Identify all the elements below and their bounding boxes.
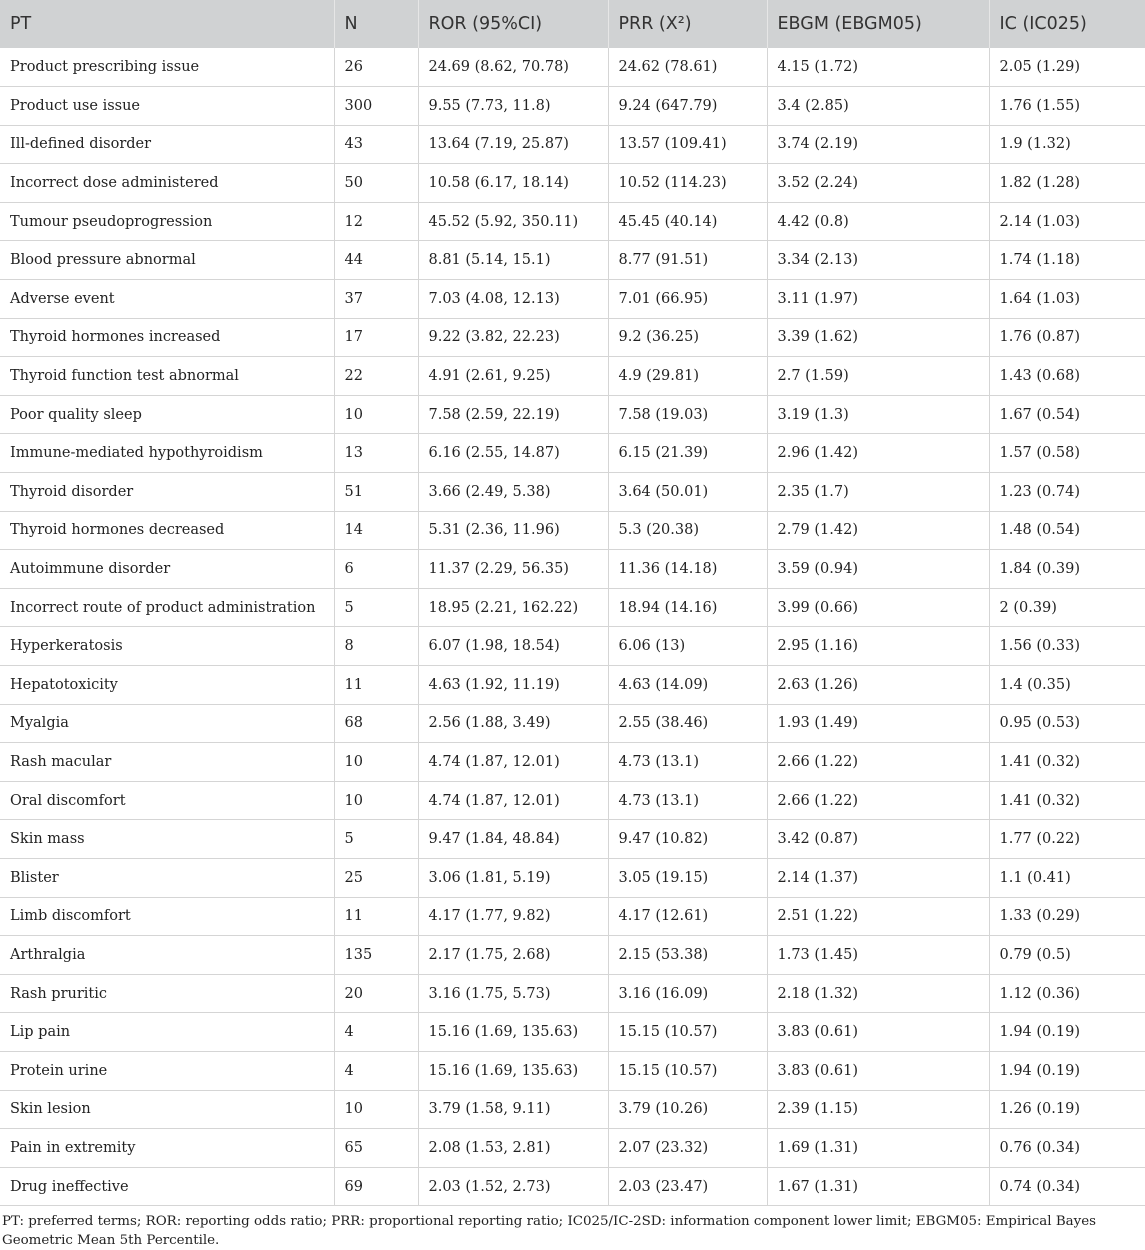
cell-pt: Ill-defined disorder	[0, 125, 334, 164]
cell-pt: Hepatotoxicity	[0, 666, 334, 705]
cell-prr: 6.15 (21.39)	[608, 434, 767, 473]
table-row	[0, 280, 1145, 319]
cell-ebgm: 2.51 (1.22)	[767, 897, 989, 936]
cell-n: 10	[334, 743, 418, 782]
cell-n: 68	[334, 704, 418, 743]
cell-ic: 1.33 (0.29)	[989, 897, 1145, 936]
cell-prr: 24.62 (78.61)	[608, 48, 767, 87]
table-row	[0, 202, 1145, 241]
cell-ebgm: 3.4 (2.85)	[767, 87, 989, 126]
cell-pt: Lip pain	[0, 1013, 334, 1052]
cell-prr: 2.55 (38.46)	[608, 704, 767, 743]
cell-ic: 0.95 (0.53)	[989, 704, 1145, 743]
cell-prr: 8.77 (91.51)	[608, 241, 767, 280]
table-row	[0, 1167, 1145, 1206]
cell-ic: 1.57 (0.58)	[989, 434, 1145, 473]
cell-n: 10	[334, 1090, 418, 1129]
cell-ror: 3.79 (1.58, 9.11)	[418, 1090, 608, 1129]
cell-ic: 0.74 (0.34)	[989, 1167, 1145, 1206]
cell-prr: 15.15 (10.57)	[608, 1013, 767, 1052]
cell-prr: 2.15 (53.38)	[608, 936, 767, 975]
cell-ror: 9.55 (7.73, 11.8)	[418, 87, 608, 126]
cell-ic: 1.26 (0.19)	[989, 1090, 1145, 1129]
cell-ror: 4.91 (2.61, 9.25)	[418, 357, 608, 396]
cell-prr: 9.24 (647.79)	[608, 87, 767, 126]
cell-prr: 3.79 (10.26)	[608, 1090, 767, 1129]
cell-pt: Pain in extremity	[0, 1129, 334, 1168]
cell-ror: 9.47 (1.84, 48.84)	[418, 820, 608, 859]
cell-ebgm: 2.66 (1.22)	[767, 743, 989, 782]
table-row	[0, 241, 1145, 280]
cell-ebgm: 2.18 (1.32)	[767, 974, 989, 1013]
cell-n: 6	[334, 550, 418, 589]
cell-ror: 13.64 (7.19, 25.87)	[418, 125, 608, 164]
table-body	[0, 48, 1145, 1206]
cell-ror: 2.56 (1.88, 3.49)	[418, 704, 608, 743]
cell-ror: 11.37 (2.29, 56.35)	[418, 550, 608, 589]
cell-pt: Myalgia	[0, 704, 334, 743]
table-row	[0, 627, 1145, 666]
cell-n: 10	[334, 395, 418, 434]
cell-ic: 1.76 (0.87)	[989, 318, 1145, 357]
table-row	[0, 318, 1145, 357]
table-row	[0, 1090, 1145, 1129]
cell-ror: 2.08 (1.53, 2.81)	[418, 1129, 608, 1168]
cell-n: 300	[334, 87, 418, 126]
cell-pt: Incorrect route of product administration	[0, 588, 334, 627]
cell-pt: Oral discomfort	[0, 781, 334, 820]
cell-ic: 1.84 (0.39)	[989, 550, 1145, 589]
cell-ror: 6.07 (1.98, 18.54)	[418, 627, 608, 666]
cell-prr: 4.73 (13.1)	[608, 781, 767, 820]
table-row	[0, 550, 1145, 589]
cell-ebgm: 3.19 (1.3)	[767, 395, 989, 434]
header-ic: IC (IC025)	[999, 14, 1087, 34]
cell-ebgm: 1.93 (1.49)	[767, 704, 989, 743]
cell-ebgm: 3.59 (0.94)	[767, 550, 989, 589]
table-footnote: PT: preferred terms; ROR: reporting odds ratio; PRR: proportional reporting ratio; IC025/IC-2SD: information component lower limit; EBGM05: Empirical Bayes Geometric Mean 5th Percentile.	[2, 1214, 1097, 1248]
cell-n: 14	[334, 511, 418, 550]
cell-n: 10	[334, 781, 418, 820]
cell-ebgm: 2.79 (1.42)	[767, 511, 989, 550]
cell-ebgm: 3.83 (0.61)	[767, 1013, 989, 1052]
table-row	[0, 125, 1145, 164]
cell-pt: Rash pruritic	[0, 974, 334, 1013]
cell-ebgm: 2.66 (1.22)	[767, 781, 989, 820]
cell-prr: 4.9 (29.81)	[608, 357, 767, 396]
cell-pt: Limb discomfort	[0, 897, 334, 936]
cell-pt: Blister	[0, 858, 334, 897]
cell-ebgm: 4.42 (0.8)	[767, 202, 989, 241]
cell-ic: 2.05 (1.29)	[989, 48, 1145, 87]
cell-prr: 4.17 (12.61)	[608, 897, 767, 936]
header-ebgm: EBGM (EBGM05)	[767, 0, 989, 48]
table-row	[0, 704, 1145, 743]
cell-ror: 2.17 (1.75, 2.68)	[418, 936, 608, 975]
table-row	[0, 781, 1145, 820]
cell-ebgm: 4.15 (1.72)	[767, 48, 989, 87]
cell-ic: 1.94 (0.19)	[989, 1051, 1145, 1090]
cell-ebgm: 3.83 (0.61)	[767, 1051, 989, 1090]
cell-prr: 9.2 (36.25)	[608, 318, 767, 357]
cell-ror: 4.74 (1.87, 12.01)	[418, 743, 608, 782]
cell-pt: Product prescribing issue	[0, 48, 334, 87]
table-row	[0, 1013, 1145, 1052]
cell-n: 20	[334, 974, 418, 1013]
cell-n: 51	[334, 473, 418, 512]
table-row	[0, 357, 1145, 396]
cell-prr: 10.52 (114.23)	[608, 164, 767, 203]
cell-ic: 1.41 (0.32)	[989, 743, 1145, 782]
cell-pt: Incorrect dose administered	[0, 164, 334, 203]
cell-ror: 45.52 (5.92, 350.11)	[418, 202, 608, 241]
table-row	[0, 434, 1145, 473]
cell-pt: Drug ineffective	[0, 1167, 334, 1206]
cell-ebgm: 2.7 (1.59)	[767, 357, 989, 396]
cell-ic: 2.14 (1.03)	[989, 202, 1145, 241]
cell-ic: 1.43 (0.68)	[989, 357, 1145, 396]
cell-ror: 8.81 (5.14, 15.1)	[418, 241, 608, 280]
cell-pt: Protein urine	[0, 1051, 334, 1090]
cell-ebgm: 1.67 (1.31)	[767, 1167, 989, 1206]
cell-ic: 1.64 (1.03)	[989, 280, 1145, 319]
cell-pt: Skin mass	[0, 820, 334, 859]
cell-ic: 1.41 (0.32)	[989, 781, 1145, 820]
cell-prr: 5.3 (20.38)	[608, 511, 767, 550]
table-row	[0, 936, 1145, 975]
cell-prr: 2.07 (23.32)	[608, 1129, 767, 1168]
table-row	[0, 974, 1145, 1013]
cell-ebgm: 2.39 (1.15)	[767, 1090, 989, 1129]
cell-ic: 1.4 (0.35)	[989, 666, 1145, 705]
cell-n: 11	[334, 897, 418, 936]
cell-ror: 6.16 (2.55, 14.87)	[418, 434, 608, 473]
cell-ic: 1.94 (0.19)	[989, 1013, 1145, 1052]
cell-pt: Poor quality sleep	[0, 395, 334, 434]
cell-ic: 0.79 (0.5)	[989, 936, 1145, 975]
cell-prr: 3.16 (16.09)	[608, 974, 767, 1013]
cell-ebgm: 3.42 (0.87)	[767, 820, 989, 859]
cell-n: 43	[334, 125, 418, 164]
cell-ror: 15.16 (1.69, 135.63)	[418, 1013, 608, 1052]
cell-ebgm: 3.34 (2.13)	[767, 241, 989, 280]
cell-pt: Immune-mediated hypothyroidism	[0, 434, 334, 473]
table-row	[0, 666, 1145, 705]
header-ror: ROR (95%CI)	[418, 0, 608, 48]
cell-ic: 1.82 (1.28)	[989, 164, 1145, 203]
cell-n: 5	[334, 820, 418, 859]
cell-ror: 10.58 (6.17, 18.14)	[418, 164, 608, 203]
table-row	[0, 164, 1145, 203]
cell-ror: 5.31 (2.36, 11.96)	[418, 511, 608, 550]
header-prr: PRR (X²)	[608, 0, 767, 48]
table-row	[0, 473, 1145, 512]
cell-n: 4	[334, 1051, 418, 1090]
cell-pt: Thyroid function test abnormal	[0, 357, 334, 396]
cell-n: 50	[334, 164, 418, 203]
table-row	[0, 1051, 1145, 1090]
cell-n: 25	[334, 858, 418, 897]
cell-ror: 4.17 (1.77, 9.82)	[418, 897, 608, 936]
cell-pt: Product use issue	[0, 87, 334, 126]
table-row	[0, 48, 1145, 87]
cell-ror: 7.03 (4.08, 12.13)	[418, 280, 608, 319]
cell-pt: Thyroid hormones decreased	[0, 511, 334, 550]
cell-n: 65	[334, 1129, 418, 1168]
cell-pt: Adverse event	[0, 280, 334, 319]
cell-n: 44	[334, 241, 418, 280]
cell-ebgm: 3.39 (1.62)	[767, 318, 989, 357]
cell-pt: Blood pressure abnormal	[0, 241, 334, 280]
cell-ic: 1.1 (0.41)	[989, 858, 1145, 897]
table-row	[0, 897, 1145, 936]
header-pt: PT	[0, 0, 334, 48]
cell-n: 135	[334, 936, 418, 975]
cell-n: 17	[334, 318, 418, 357]
cell-ror: 7.58 (2.59, 22.19)	[418, 395, 608, 434]
cell-ebgm: 2.35 (1.7)	[767, 473, 989, 512]
cell-ic: 1.48 (0.54)	[989, 511, 1145, 550]
cell-n: 5	[334, 588, 418, 627]
table-row	[0, 858, 1145, 897]
cell-prr: 7.58 (19.03)	[608, 395, 767, 434]
table-row	[0, 743, 1145, 782]
cell-ebgm: 2.63 (1.26)	[767, 666, 989, 705]
cell-n: 26	[334, 48, 418, 87]
cell-ic: 1.77 (0.22)	[989, 820, 1145, 859]
table-row	[0, 588, 1145, 627]
cell-prr: 3.64 (50.01)	[608, 473, 767, 512]
cell-ic: 1.12 (0.36)	[989, 974, 1145, 1013]
cell-ror: 24.69 (8.62, 70.78)	[418, 48, 608, 87]
cell-ic: 1.56 (0.33)	[989, 627, 1145, 666]
cell-n: 22	[334, 357, 418, 396]
cell-ebgm: 1.73 (1.45)	[767, 936, 989, 975]
cell-prr: 11.36 (14.18)	[608, 550, 767, 589]
cell-ic: 1.76 (1.55)	[989, 87, 1145, 126]
cell-ror: 3.66 (2.49, 5.38)	[418, 473, 608, 512]
cell-ic: 2 (0.39)	[989, 588, 1145, 627]
cell-ebgm: 2.96 (1.42)	[767, 434, 989, 473]
cell-prr: 3.05 (19.15)	[608, 858, 767, 897]
cell-n: 8	[334, 627, 418, 666]
cell-ic: 1.9 (1.32)	[989, 125, 1145, 164]
cell-pt: Tumour pseudoprogression	[0, 202, 334, 241]
cell-ror: 2.03 (1.52, 2.73)	[418, 1167, 608, 1206]
cell-prr: 9.47 (10.82)	[608, 820, 767, 859]
cell-ic: 1.74 (1.18)	[989, 241, 1145, 280]
cell-pt: Skin lesion	[0, 1090, 334, 1129]
cell-ebgm: 1.69 (1.31)	[767, 1129, 989, 1168]
cell-ebgm: 3.99 (0.66)	[767, 588, 989, 627]
cell-prr: 4.73 (13.1)	[608, 743, 767, 782]
cell-ebgm: 2.14 (1.37)	[767, 858, 989, 897]
cell-ic: 1.67 (0.54)	[989, 395, 1145, 434]
cell-pt: Thyroid disorder	[0, 473, 334, 512]
cell-pt: Arthralgia	[0, 936, 334, 975]
cell-prr: 15.15 (10.57)	[608, 1051, 767, 1090]
cell-prr: 18.94 (14.16)	[608, 588, 767, 627]
cell-prr: 45.45 (40.14)	[608, 202, 767, 241]
cell-n: 11	[334, 666, 418, 705]
cell-n: 37	[334, 280, 418, 319]
cell-prr: 4.63 (14.09)	[608, 666, 767, 705]
header-row	[0, 0, 1145, 48]
cell-ror: 9.22 (3.82, 22.23)	[418, 318, 608, 357]
cell-ic: 0.76 (0.34)	[989, 1129, 1145, 1168]
table-header	[0, 0, 1145, 48]
table-row	[0, 395, 1145, 434]
table-row	[0, 1129, 1145, 1168]
cell-ror: 18.95 (2.21, 162.22)	[418, 588, 608, 627]
cell-n: 4	[334, 1013, 418, 1052]
cell-ebgm: 2.95 (1.16)	[767, 627, 989, 666]
header-n: N	[334, 0, 418, 48]
cell-ebgm: 3.52 (2.24)	[767, 164, 989, 203]
cell-prr: 2.03 (23.47)	[608, 1167, 767, 1206]
cell-ror: 15.16 (1.69, 135.63)	[418, 1051, 608, 1090]
cell-ror: 4.74 (1.87, 12.01)	[418, 781, 608, 820]
cell-ror: 3.06 (1.81, 5.19)	[418, 858, 608, 897]
cell-n: 12	[334, 202, 418, 241]
table-row	[0, 511, 1145, 550]
cell-pt: Hyperkeratosis	[0, 627, 334, 666]
cell-pt: Autoimmune disorder	[0, 550, 334, 589]
cell-ic: 1.23 (0.74)	[989, 473, 1145, 512]
cell-prr: 7.01 (66.95)	[608, 280, 767, 319]
cell-ebgm: 3.11 (1.97)	[767, 280, 989, 319]
cell-n: 69	[334, 1167, 418, 1206]
cell-ror: 4.63 (1.92, 11.19)	[418, 666, 608, 705]
cell-prr: 6.06 (13)	[608, 627, 767, 666]
cell-pt: Thyroid hormones increased	[0, 318, 334, 357]
cell-ror: 3.16 (1.75, 5.73)	[418, 974, 608, 1013]
cell-ebgm: 3.74 (2.19)	[767, 125, 989, 164]
table-row	[0, 820, 1145, 859]
cell-pt: Rash macular	[0, 743, 334, 782]
table-row	[0, 87, 1145, 126]
cell-n: 13	[334, 434, 418, 473]
cell-prr: 13.57 (109.41)	[608, 125, 767, 164]
